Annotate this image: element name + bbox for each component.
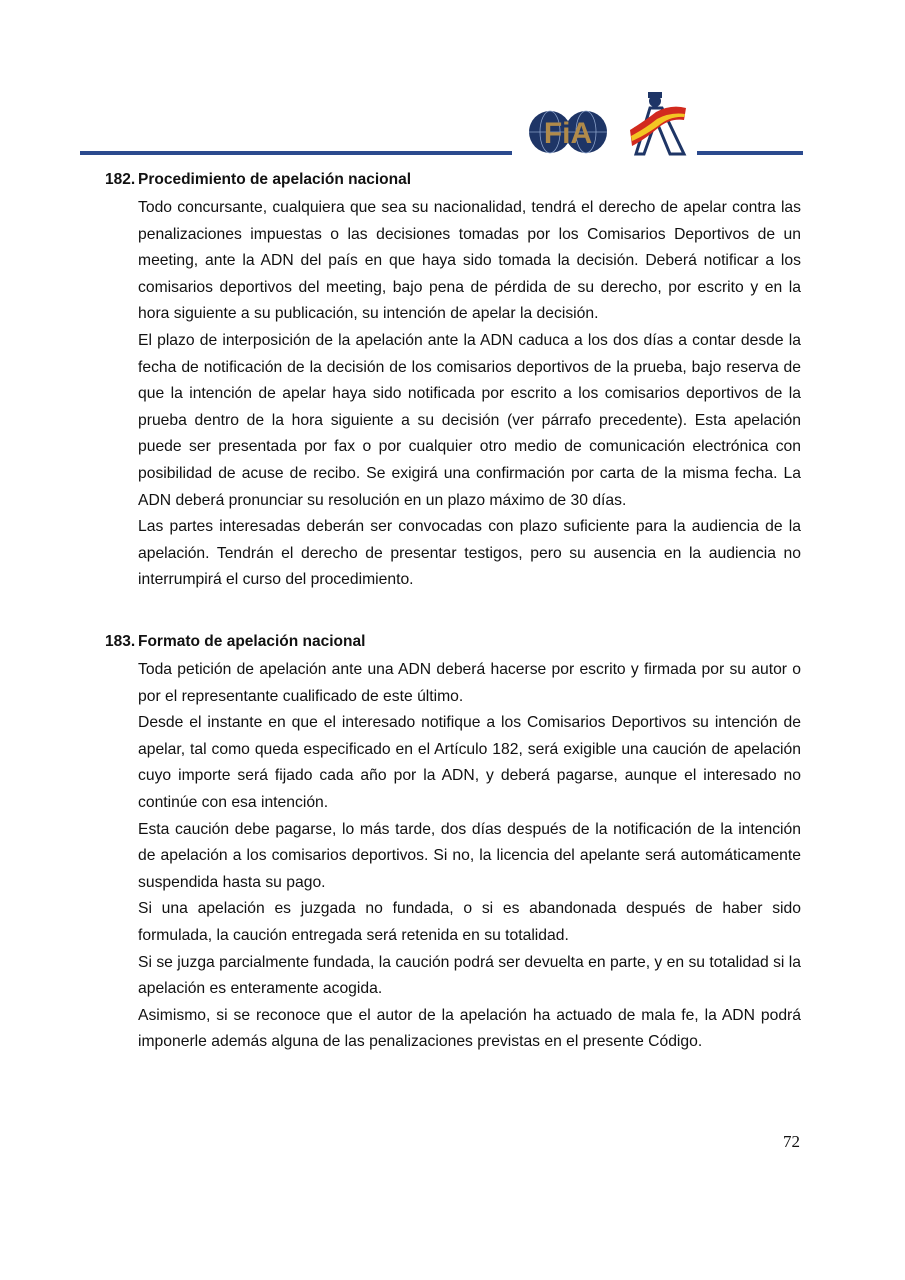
paragraph: El plazo de interposición de la apelación ante la ADN caduca a los dos días a contar desde la fecha de notificación de la decisión de los comisarios deportivos de la prueba, bajo reserva de que la intención de apelar haya sido notificada por escrito a los comisarios deportivos de la prueba dentro de la hora siguiente a su decisión (ver párrafo precedente). Esta apelación puede ser presentada por fax o por cualquier otro medio de comunicación electrónica con posibilidad de acuse de recibo. Se exigirá una confirmación por carta de la misma fecha. La ADN deberá pronunciar su resolución en un plazo máximo de 30 días. [138,331,801,509]
paragraph: Todo concursante, cualquiera que sea su nacionalidad, tendrá el derecho de apelar contra las penalizaciones impuestas o las decisiones tomadas por los Comisarios Deportivos de un meeting, ante la ADN del país en que haya sido tomada la decisión. Deberá notificar a los comisarios deportivos del meeting, bajo pena de pérdida de su derecho, por escrito y en la hora siguiente a su publicación, su intención de apelar la decisión. [138,199,801,323]
page-number: 72 [783,1132,800,1151]
header-rule-left [80,151,512,155]
fia-logo [528,105,608,159]
paragraph: Las partes interesadas deberán ser convocadas con plazo suficiente para la audiencia de la apelación. Tendrán el derecho de presentar testigos, pero su ausencia en la audiencia no interrumpirá el curso del procedimiento. [138,518,801,589]
section-title: Procedimiento de apelación nacional [138,171,412,188]
header-rule-right [697,151,803,155]
paragraph: Toda petición de apelación ante una ADN deberá hacerse por escrito y firmada por su autor o por el representante cualificado de este último. [138,661,801,705]
section-number: 183. [105,633,136,650]
rfea-logo [626,90,688,156]
paragraph: Si una apelación es juzgada no fundada, o si es abandonada después de haber sido formulada, la caución entregada será retenida en su totalidad. [138,900,801,944]
svg-text:FiA: FiA [543,117,593,150]
section-183 [105,633,801,1056]
paragraph: Si se juzga parcialmente fundada, la caución podrá ser devuelta en parte, y en su totalidad si la apelación es enteramente acogida. [138,953,801,998]
section-182 [105,171,801,594]
section-number: 182. [105,171,136,188]
paragraph: Asimismo, si se reconoce que el autor de la apelación ha actuado de mala fe, la ADN podrá imponerle además alguna de las penalizaciones previstas en el presente Código. [138,1006,801,1051]
section-title: Formato de apelación nacional [138,633,366,650]
section-heading [105,633,801,651]
paragraph: Esta caución debe pagarse, lo más tarde, dos días después de la notificación de la intención de apelación a los comisarios deportivos. Si no, la licencia del apelante será automáticamente suspendida hasta su pago. [138,820,801,891]
paragraph: Desde el instante en que el interesado notifique a los Comisarios Deportivos su intención de apelar, tal como queda especificado en el Artículo 182, será exigible una caución de apelación cuyo importe será fijado cada año por la ADN, y deberá pagarse, aunque el interesado no continúe con esa intención. [138,714,801,811]
section-heading [105,171,801,189]
